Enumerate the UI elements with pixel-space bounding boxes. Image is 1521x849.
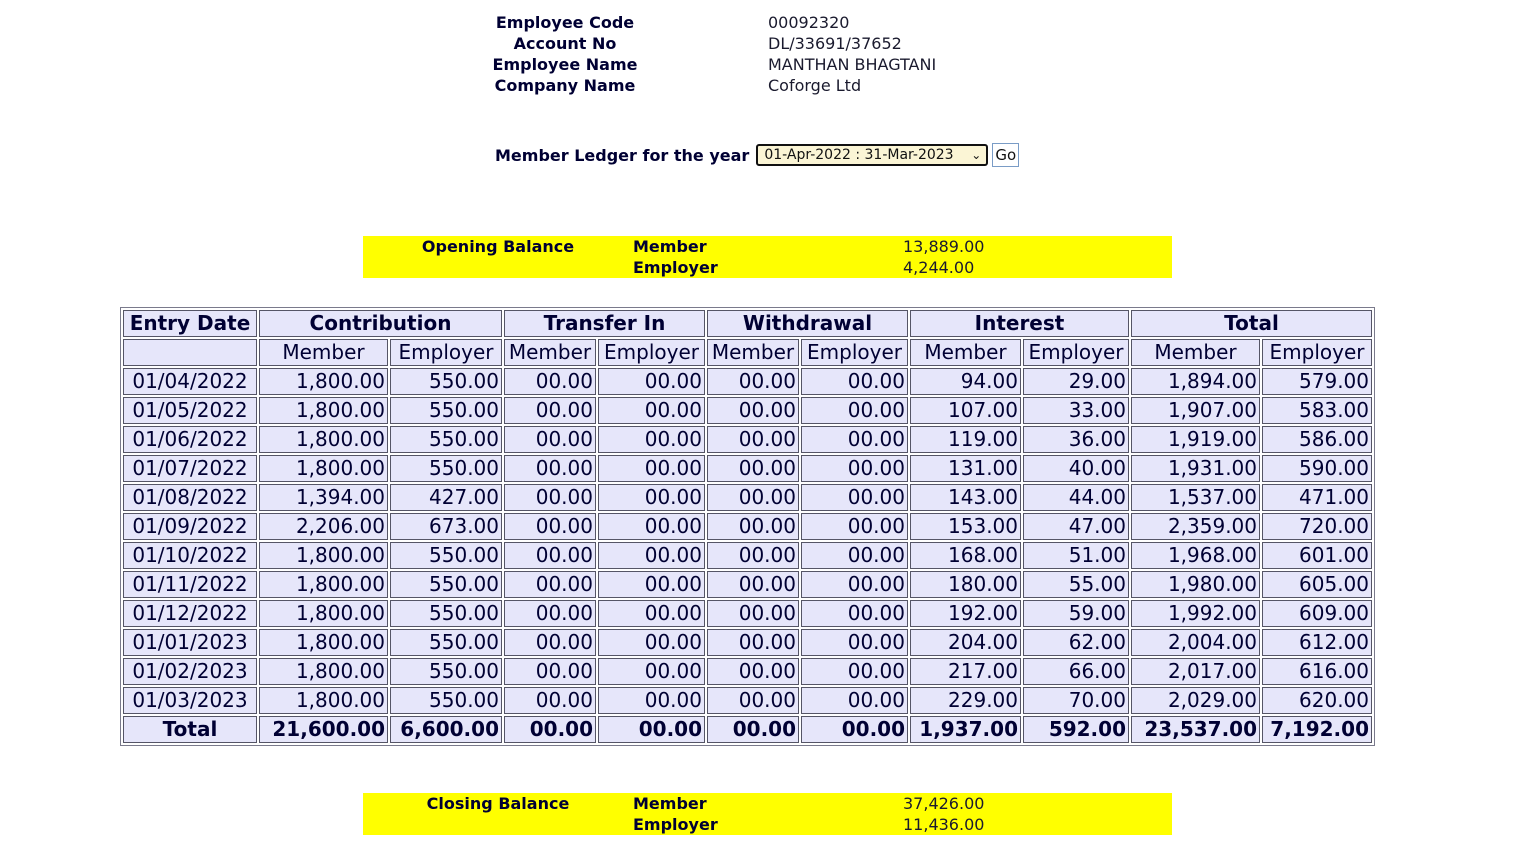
- amount-cell: 00.00: [707, 687, 799, 714]
- opening-balance-title: Opening Balance: [421, 237, 575, 256]
- year-select-value: 01-Apr-2022 : 31-Mar-2023: [764, 147, 954, 163]
- opening-employer-label: Employer: [633, 258, 718, 277]
- amount-cell: 40.00: [1023, 455, 1129, 482]
- amount-cell: 51.00: [1023, 542, 1129, 569]
- amount-cell: 2,206.00: [259, 513, 388, 540]
- amount-cell: 00.00: [801, 571, 908, 598]
- amount-cell: 2,017.00: [1131, 658, 1260, 685]
- closing-balance-box: [363, 793, 1172, 835]
- amount-cell: 107.00: [910, 397, 1021, 424]
- amount-cell: 00.00: [707, 368, 799, 395]
- employee-code-value: 00092320: [768, 13, 850, 32]
- amount-cell: 583.00: [1262, 397, 1372, 424]
- amount-cell: 1,800.00: [259, 600, 388, 627]
- amount-cell: 00.00: [504, 629, 596, 656]
- amount-cell: 2,004.00: [1131, 629, 1260, 656]
- total-cell: 23,537.00: [1131, 716, 1260, 743]
- ledger-table-wrap: [120, 307, 1375, 746]
- table-row: [123, 513, 1372, 540]
- amount-cell: 1,968.00: [1131, 542, 1260, 569]
- table-row: [123, 455, 1372, 482]
- company-name-label: Company Name: [494, 76, 636, 95]
- amount-cell: 168.00: [910, 542, 1021, 569]
- amount-cell: 36.00: [1023, 426, 1129, 453]
- table-row: [123, 629, 1372, 656]
- amount-cell: 217.00: [910, 658, 1021, 685]
- amount-cell: 192.00: [910, 600, 1021, 627]
- header-entry-date: Entry Date: [123, 310, 257, 337]
- table-row: [123, 484, 1372, 511]
- amount-cell: 180.00: [910, 571, 1021, 598]
- amount-cell: 00.00: [707, 571, 799, 598]
- total-cell: 00.00: [707, 716, 799, 743]
- employee-name-row: [470, 54, 936, 75]
- amount-cell: 550.00: [390, 426, 502, 453]
- amount-cell: 00.00: [598, 571, 705, 598]
- employee-name-label: Employee Name: [492, 55, 638, 74]
- amount-cell: 29.00: [1023, 368, 1129, 395]
- amount-cell: 00.00: [598, 600, 705, 627]
- year-select[interactable]: [756, 144, 988, 166]
- amount-cell: 1,992.00: [1131, 600, 1260, 627]
- entry-date-cell: 01/02/2023: [123, 658, 257, 685]
- subheader-cell: Member: [707, 339, 799, 366]
- closing-member-value: 37,426.00: [903, 794, 985, 813]
- table-row: [123, 600, 1372, 627]
- amount-cell: 00.00: [598, 629, 705, 656]
- subheader-cell: Member: [504, 339, 596, 366]
- amount-cell: 1,800.00: [259, 542, 388, 569]
- amount-cell: 00.00: [801, 368, 908, 395]
- entry-date-cell: 01/11/2022: [123, 571, 257, 598]
- amount-cell: 609.00: [1262, 600, 1372, 627]
- employee-code-row: [470, 12, 936, 33]
- amount-cell: 550.00: [390, 571, 502, 598]
- total-cell: 21,600.00: [259, 716, 388, 743]
- amount-cell: 550.00: [390, 600, 502, 627]
- amount-cell: 00.00: [598, 426, 705, 453]
- amount-cell: 550.00: [390, 658, 502, 685]
- amount-cell: 00.00: [707, 658, 799, 685]
- opening-balance-box: [363, 236, 1172, 278]
- employee-code-label: Employee Code: [495, 13, 635, 32]
- amount-cell: 1,394.00: [259, 484, 388, 511]
- amount-cell: 00.00: [598, 687, 705, 714]
- amount-cell: 70.00: [1023, 687, 1129, 714]
- amount-cell: 1,894.00: [1131, 368, 1260, 395]
- amount-cell: 00.00: [801, 484, 908, 511]
- amount-cell: 612.00: [1262, 629, 1372, 656]
- entry-date-cell: 01/05/2022: [123, 397, 257, 424]
- amount-cell: 00.00: [504, 687, 596, 714]
- amount-cell: 427.00: [390, 484, 502, 511]
- closing-balance-title: Closing Balance: [426, 794, 570, 813]
- amount-cell: 586.00: [1262, 426, 1372, 453]
- amount-cell: 00.00: [801, 658, 908, 685]
- amount-cell: 00.00: [801, 687, 908, 714]
- amount-cell: 550.00: [390, 368, 502, 395]
- amount-cell: 605.00: [1262, 571, 1372, 598]
- amount-cell: 1,980.00: [1131, 571, 1260, 598]
- amount-cell: 1,931.00: [1131, 455, 1260, 482]
- amount-cell: 00.00: [801, 426, 908, 453]
- amount-cell: 33.00: [1023, 397, 1129, 424]
- table-row: [123, 397, 1372, 424]
- opening-employer-value: 4,244.00: [903, 258, 975, 277]
- entry-date-cell: 01/12/2022: [123, 600, 257, 627]
- subheader-cell: Employer: [1023, 339, 1129, 366]
- amount-cell: 1,800.00: [259, 687, 388, 714]
- header-row: [123, 310, 1372, 337]
- company-name-value: Coforge Ltd: [768, 76, 862, 95]
- table-row: [123, 571, 1372, 598]
- amount-cell: 131.00: [910, 455, 1021, 482]
- amount-cell: 00.00: [598, 397, 705, 424]
- amount-cell: 00.00: [504, 542, 596, 569]
- amount-cell: 00.00: [707, 629, 799, 656]
- amount-cell: 1,800.00: [259, 397, 388, 424]
- amount-cell: 616.00: [1262, 658, 1372, 685]
- entry-date-cell: 01/01/2023: [123, 629, 257, 656]
- amount-cell: 229.00: [910, 687, 1021, 714]
- amount-cell: 00.00: [707, 542, 799, 569]
- employee-info: [470, 12, 936, 96]
- amount-cell: 00.00: [801, 629, 908, 656]
- ledger-year-label: Member Ledger for the year: [495, 145, 750, 165]
- amount-cell: 1,800.00: [259, 426, 388, 453]
- amount-cell: 55.00: [1023, 571, 1129, 598]
- amount-cell: 00.00: [504, 513, 596, 540]
- amount-cell: 1,800.00: [259, 368, 388, 395]
- amount-cell: 00.00: [504, 397, 596, 424]
- amount-cell: 00.00: [707, 484, 799, 511]
- amount-cell: 1,800.00: [259, 629, 388, 656]
- amount-cell: 1,800.00: [259, 658, 388, 685]
- amount-cell: 1,800.00: [259, 571, 388, 598]
- ledger-year-selector: [495, 143, 1019, 167]
- amount-cell: 00.00: [801, 600, 908, 627]
- table-row: [123, 542, 1372, 569]
- table-row: [123, 658, 1372, 685]
- total-cell: 7,192.00: [1262, 716, 1372, 743]
- amount-cell: 550.00: [390, 687, 502, 714]
- amount-cell: 601.00: [1262, 542, 1372, 569]
- entry-date-cell: 01/08/2022: [123, 484, 257, 511]
- account-no-value: DL/33691/37652: [768, 34, 902, 53]
- header-withdrawal: Withdrawal: [707, 310, 908, 337]
- header-contribution: Contribution: [259, 310, 502, 337]
- account-no-row: [470, 33, 936, 54]
- amount-cell: 590.00: [1262, 455, 1372, 482]
- entry-date-cell: 01/09/2022: [123, 513, 257, 540]
- amount-cell: 143.00: [910, 484, 1021, 511]
- amount-cell: 66.00: [1023, 658, 1129, 685]
- total-cell: 1,937.00: [910, 716, 1021, 743]
- subheader-cell: Member: [1131, 339, 1260, 366]
- amount-cell: 1,800.00: [259, 455, 388, 482]
- closing-employer-label: Employer: [633, 815, 718, 834]
- table-row: [123, 426, 1372, 453]
- amount-cell: 153.00: [910, 513, 1021, 540]
- amount-cell: 00.00: [598, 484, 705, 511]
- amount-cell: 00.00: [801, 455, 908, 482]
- amount-cell: 00.00: [504, 455, 596, 482]
- amount-cell: 00.00: [504, 368, 596, 395]
- total-cell: 592.00: [1023, 716, 1129, 743]
- subheader-cell: Member: [259, 339, 388, 366]
- amount-cell: 1,537.00: [1131, 484, 1260, 511]
- entry-date-cell: 01/06/2022: [123, 426, 257, 453]
- total-label: Total: [123, 716, 257, 743]
- amount-cell: 00.00: [707, 600, 799, 627]
- amount-cell: 204.00: [910, 629, 1021, 656]
- amount-cell: 00.00: [801, 397, 908, 424]
- closing-member-label: Member: [633, 794, 707, 813]
- total-cell: 00.00: [504, 716, 596, 743]
- amount-cell: 550.00: [390, 629, 502, 656]
- amount-cell: 00.00: [707, 426, 799, 453]
- amount-cell: 00.00: [598, 542, 705, 569]
- amount-cell: 620.00: [1262, 687, 1372, 714]
- subheader-row: [123, 339, 1372, 366]
- amount-cell: 00.00: [504, 426, 596, 453]
- amount-cell: 550.00: [390, 455, 502, 482]
- go-button[interactable]: Go: [992, 143, 1019, 167]
- amount-cell: 00.00: [598, 658, 705, 685]
- amount-cell: 579.00: [1262, 368, 1372, 395]
- amount-cell: 94.00: [910, 368, 1021, 395]
- chevron-down-icon: ⌄: [971, 148, 982, 162]
- entry-date-cell: 01/07/2022: [123, 455, 257, 482]
- amount-cell: 550.00: [390, 397, 502, 424]
- subheader-cell: Employer: [598, 339, 705, 366]
- amount-cell: 471.00: [1262, 484, 1372, 511]
- account-no-label: Account No: [513, 34, 617, 53]
- amount-cell: 720.00: [1262, 513, 1372, 540]
- closing-employer-value: 11,436.00: [903, 815, 985, 834]
- amount-cell: 550.00: [390, 542, 502, 569]
- amount-cell: 59.00: [1023, 600, 1129, 627]
- entry-date-cell: 01/03/2023: [123, 687, 257, 714]
- amount-cell: 00.00: [598, 368, 705, 395]
- subheader-cell: Employer: [1262, 339, 1372, 366]
- subheader-cell: Employer: [390, 339, 502, 366]
- ledger-table: [120, 307, 1375, 746]
- header-transfer-in: Transfer In: [504, 310, 705, 337]
- company-name-row: [470, 75, 936, 96]
- total-row: [123, 716, 1372, 743]
- entry-date-cell: 01/04/2022: [123, 368, 257, 395]
- amount-cell: 2,029.00: [1131, 687, 1260, 714]
- amount-cell: 119.00: [910, 426, 1021, 453]
- amount-cell: 00.00: [707, 397, 799, 424]
- opening-member-label: Member: [633, 237, 707, 256]
- amount-cell: 00.00: [598, 455, 705, 482]
- amount-cell: 00.00: [504, 658, 596, 685]
- opening-member-value: 13,889.00: [903, 237, 985, 256]
- amount-cell: 00.00: [707, 513, 799, 540]
- amount-cell: 673.00: [390, 513, 502, 540]
- amount-cell: 00.00: [598, 513, 705, 540]
- amount-cell: 00.00: [504, 484, 596, 511]
- header-interest: Interest: [910, 310, 1129, 337]
- total-cell: 00.00: [801, 716, 908, 743]
- subheader-cell: Member: [910, 339, 1021, 366]
- employee-name-value: MANTHAN BHAGTANI: [768, 55, 937, 74]
- subheader-blank: [123, 339, 257, 366]
- amount-cell: 47.00: [1023, 513, 1129, 540]
- amount-cell: 00.00: [504, 571, 596, 598]
- amount-cell: 1,919.00: [1131, 426, 1260, 453]
- subheader-cell: Employer: [801, 339, 908, 366]
- amount-cell: 62.00: [1023, 629, 1129, 656]
- header-total: Total: [1131, 310, 1372, 337]
- table-row: [123, 687, 1372, 714]
- amount-cell: 00.00: [504, 600, 596, 627]
- amount-cell: 1,907.00: [1131, 397, 1260, 424]
- amount-cell: 2,359.00: [1131, 513, 1260, 540]
- total-cell: 00.00: [598, 716, 705, 743]
- amount-cell: 00.00: [707, 455, 799, 482]
- total-cell: 6,600.00: [390, 716, 502, 743]
- amount-cell: 00.00: [801, 542, 908, 569]
- entry-date-cell: 01/10/2022: [123, 542, 257, 569]
- amount-cell: 44.00: [1023, 484, 1129, 511]
- table-row: [123, 368, 1372, 395]
- amount-cell: 00.00: [801, 513, 908, 540]
